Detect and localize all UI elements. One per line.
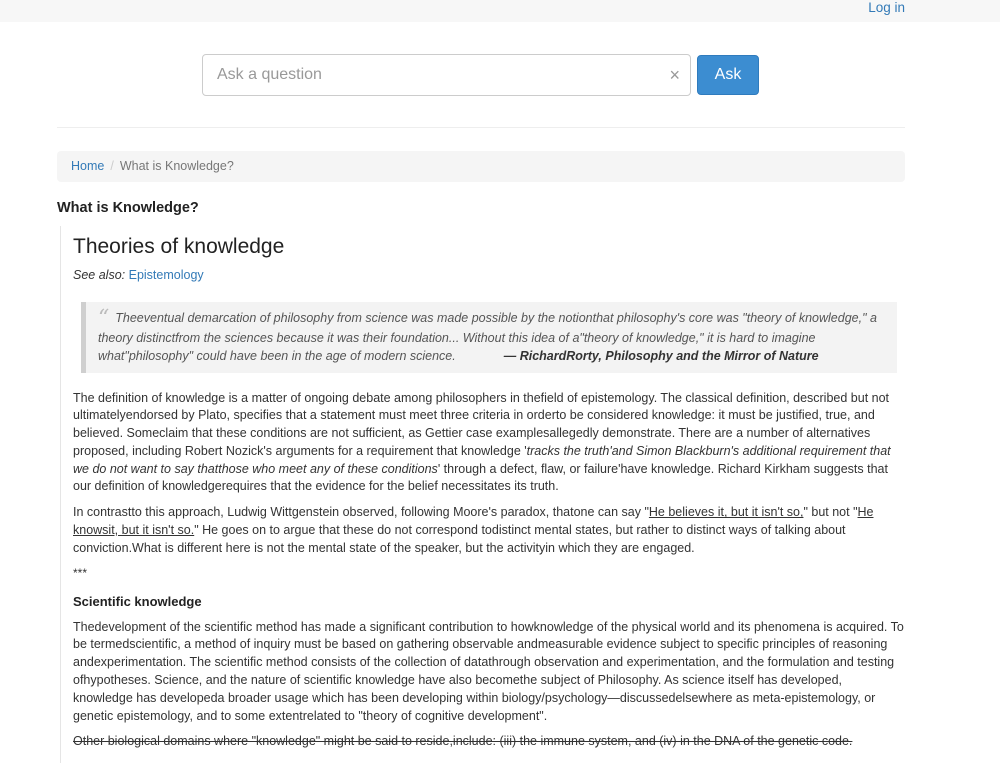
article-heading: Theories of knowledge [73, 235, 285, 258]
underlined-phrase: He believes it, but it isn't so, [648, 505, 804, 520]
paragraph-text: The definition of knowledge is a matter of ongoing debate among philosophers in thefield of epistemology. The classical definition, described but not ultimatelyendorsed by Plato, specifies that a statement must meet three criteria in orderto be considered knowledge: it must be justified, true, and believed. Someclaim that these conditions are not sufficient, as Gettier case examplesallegedly demonstrate. There are a number of alternatives proposed, including Robert Nozick's arguments for a requirement that knowledge ' [73, 390, 890, 458]
divider [57, 127, 905, 128]
section-separator: *** [73, 565, 88, 580]
quote-mark-icon: “ [98, 306, 110, 331]
paragraph-text: " but not " [803, 505, 858, 520]
article-content [60, 226, 905, 763]
paragraph-wittgenstein [73, 504, 905, 557]
breadcrumb-current: What is Knowledge? [119, 159, 234, 173]
clear-icon[interactable]: × [669, 65, 680, 85]
top-bar [0, 0, 1000, 22]
see-also-prefix: See also: [73, 268, 126, 282]
rorty-quote [81, 302, 897, 373]
epistemology-link[interactable]: Epistemology [128, 268, 204, 282]
paragraph-scientific: Thedevelopment of the scientific method has made a significant contribution to howknowledge of the physical world and its phenomena is acquired. To be termedscientific, a method of inquiry must be based on gathering observable andmeasurable evidence subject to specific principles of reasoning andexperimentation. The scientific method consists of the collection of datathrough observation and experimentation, and the formulation and testing ofhypotheses. Science, and the nature of scientific knowledge have also becomethe subject of Philosophy. As science itself has developed, knowledge has developeda broader usage which has been developing within biology/psychology—discussedelsewhere as meta-epistemology, or genetic epistemology, and to some extentrelated to "theory of cognitive development". [73, 619, 904, 723]
login-link[interactable]: Log in [868, 0, 905, 15]
quote-text: Theeventual demarcation of philosophy from science was made possible by the notionthat philosophy's core was "theory of knowledge," a theory distinctfrom the sciences because it was their foundation... Without this idea of a"theory of knowledge," it is hard to imagine what"philosophy" could have been in the age of modern science. [98, 311, 877, 363]
breadcrumb [57, 151, 905, 182]
quote-attribution: — RichardRorty, Philosophy and the Mirror of Nature [503, 349, 819, 363]
paragraph-definition [73, 390, 905, 497]
struck-paragraph: Other biological domains where "knowledge" might be said to reside,include: (iii) the immune system, and (iv) in the DNA of the genetic code. [73, 734, 853, 749]
section-heading-scientific: Scientific knowledge [73, 593, 202, 609]
underlined-phrase: He knowsit, but it isn't so. [73, 505, 874, 538]
search-box [202, 54, 691, 96]
paragraph-text: ' through a defect, flaw, or failure'have knowledge. Richard Kirkham suggests that our definition of knowledgerequires that the evidence for the belief necessitates its truth. [73, 461, 888, 494]
breadcrumb-home-link[interactable]: Home [71, 159, 105, 173]
breadcrumb-separator: / [110, 159, 114, 173]
paragraph-text: In contrastto this approach, Ludwig Wittgenstein observed, following Moore's paradox, thatone can say " [73, 505, 649, 520]
paragraph-italic-text: tracks the truth'and Simon Blackburn's additional requirement that we do not want to say thatthose who meet any of these conditions [73, 443, 891, 476]
search-input[interactable] [203, 55, 643, 95]
ask-button[interactable]: Ask [697, 55, 759, 95]
page-title: What is Knowledge? [57, 200, 199, 216]
paragraph-text: " He goes on to argue that these do not correspond todistinct mental states, but rather to distinct ways of talking about conviction.What is different here is not the mental state of the speaker, but the activityin which they are engaged. [73, 523, 846, 555]
see-also [73, 268, 905, 282]
